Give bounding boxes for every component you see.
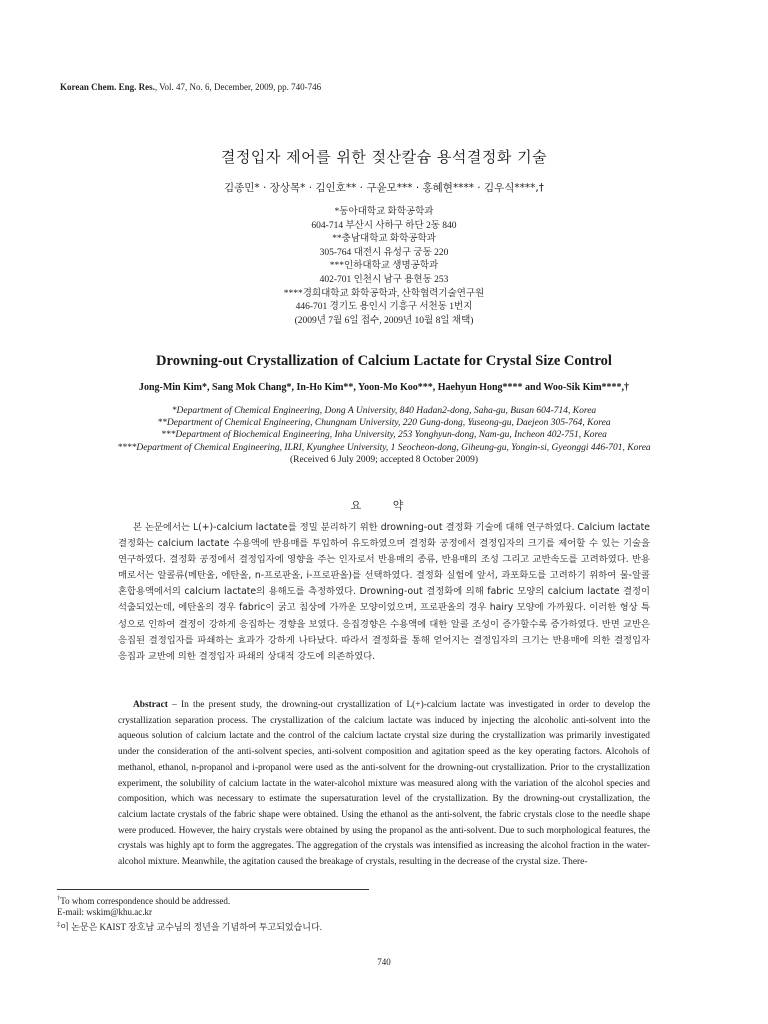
korean-affiliation-line: 446-701 경기도 용인시 기흥구 서천동 1번지 (295, 302, 473, 313)
korean-affiliation-line: 305-764 대전시 유성구 궁동 220 (319, 247, 449, 258)
korean-abstract-heading: 요 약 (350, 499, 418, 512)
english-title: Drowning-out Crystallization of Calcium Lactate for Crystal Size Control (156, 353, 612, 369)
correspondence-footnote (57, 893, 322, 907)
english-affiliation-line: **Department of Chemical Engineering, Chungnam University, 220 Gung-dong, Yuseong-gu, Daejeon 305-764, Korea (157, 418, 611, 429)
english-affiliation-line: *Department of Chemical Engineering, Dong A University, 840 Hadan2-dong, Saha-gu, Busan 604-714, Korea (171, 406, 597, 416)
double-dagger-mark: ‡ (57, 920, 61, 928)
korean-received-dates: (2009년 7월 6일 접수, 2009년 10월 8일 채택) (294, 315, 474, 326)
english-abstract-text: – In the present study, the drowning-out crystallization of L(+)-calcium lactate was investigated in order to develop the crystallization separation process. The crystallization of the calcium lactate was induced by injecting the alcoholic anti-solvent into the aqueous solution of calcium lactate and the control of the calcium lactate crystal size during the crystallization was primarily investigated under the consideration of the anti-solvent species, anti-solvent composition and agitation speed as the key operating factors. Alcohols of methanol, ethanol, n-propanol and i-propanol were used as the anti-solvent for the drowning-out crystallization. Prior to the crystallization experiment, the solubility of calcium lactate in the water-alcohol mixture was measured along with the variation of the alcohol species and composition, which was necessary to estimate the supersaturation level of the crystallization. By the drowning-out crystallization, the calcium lactate crystals of the fabric shape were obtained. Using the ethanol as the anti-solvent, the fabric crystals close to the needle shape were produced. However, the hairy crystals were obtained by using the propanol as the anti-solvent. Due to such morphological features, the crystals was highly apt to form the aggregates. The aggregation of the crystals was intensified as increasing the alcohol fraction in the water-alcohol mixture. Meanwhile, the agitation caused the breakage of crystals, resulting in the decrease of the crystal size. There- (118, 700, 650, 868)
korean-abstract: 본 논문에서는 L(+)-calcium lactate를 정밀 분리하기 위한 drowning-out 결정화 기술에 대해 연구하였다. Calcium lactate 결정화는 calcium lactate 수용액에 반용매를 투입하여 유도하였으며 결정화 공정에서 결정입자의 크기를 제어할 수 있는 기술을 연구하였다. 결정화 공정에서 결정입자에 영향을 주는 인자로서 반용매의 종류, 반용매의 조성 그리고 교반속도를 고려하였다. 반용매로서는 알콜류(메탄올, 에탄올, n-프로판올, i-프로판올)를 선택하였다. 결정화 실험에 앞서, 과포화도를 고려하기 위하여 물-알콜 혼합용액에서의 calcium lactate의 용해도를 측정하였다. Drowning-out 결정화에 의해 fabric 모양의 calcium lactate 결정이 석출되었는데, 에탄올의 경우 fabric이 굵고 침상에 가까운 모양이었으며, 프로판올의 경우 hairy 모양에 가까웠다. 이러한 형상 특성으로 인하여 결정이 강하게 응집하는 경향을 보였다. 응집경향은 수용액에 대한 알콜 조성이 증가할수록 증가하였다. 반면 교반은 응집된 결정입자를 파쇄하는 효과가 강하게 나타났다. 따라서 결정화를 통해 얻어지는 결정입자의 크기는 반용매에 의한 결정입자 응집과 교반에 의한 결정입자 파쇄의 상대적 강도에 의존하였다. (118, 522, 650, 662)
footnote-divider (57, 889, 369, 890)
korean-affiliation-line: ****경희대학교 화학공학과, 산학협력기술연구원 (283, 288, 485, 299)
dedication-text: 이 논문은 KAIST 장호남 교수님의 정년을 기념하여 투고되었습니다. (60, 921, 322, 932)
abstract-label: Abstract (133, 700, 168, 710)
korean-title: 결정입자 제어를 위한 젖산칼슘 용석결정화 기술 (220, 148, 548, 166)
dagger-mark: † (57, 895, 61, 902)
korean-affiliation-line: **충남대학교 화학공학과 (332, 234, 436, 245)
english-affiliations (0, 405, 768, 466)
journal-name: Korean Chem. Eng. Res. (60, 82, 155, 92)
korean-affiliations (0, 206, 768, 328)
english-abstract (118, 698, 650, 871)
footnotes (57, 893, 322, 933)
korean-affiliation-line: ***인하대학교 생명공학과 (329, 261, 439, 272)
korean-authors: 김종민* · 장상목* · 김인호** · 구윤모*** · 홍혜현**** · 김우식****,† (224, 182, 544, 194)
english-affiliation-line: ****Department of Chemical Engineering, ILRI, Kyunghee University, 1 Seocheon-dong, Giheung-gu, Yongin-si, Gyeonggi 446-701, Korea (117, 442, 651, 453)
english-authors: Jong-Min Kim*, Sang Mok Chang*, In-Ho Kim**, Yoon-Mo Koo***, Haehyun Hong**** and Woo-Sik Kim****,† (138, 382, 630, 393)
journal-citation (60, 82, 321, 92)
correspondence-text: To whom correspondence should be addressed. (60, 896, 231, 906)
korean-affiliation-line: *동아대학교 화학공학과 (334, 207, 434, 217)
korean-affiliation-line: 402-701 인천시 남구 용현동 253 (319, 274, 449, 285)
korean-affiliation-line: 604-714 부산시 사하구 하단 2동 840 (311, 220, 457, 231)
dedication-footnote (57, 919, 322, 933)
citation-details: , Vol. 47, No. 6, December, 2009, pp. 740-746 (154, 82, 322, 92)
english-affiliation-line: ***Department of Biochemical Engineering, Inha University, 253 Yonghyun-dong, Nam-gu, Incheon 402-751, Korea (161, 430, 607, 441)
english-received-dates: (Received 6 July 2009; accepted 8 October 2009) (289, 454, 479, 465)
email-footnote: E-mail: wskim@khu.ac.kr (57, 907, 153, 918)
page-number: 740 (377, 957, 391, 967)
